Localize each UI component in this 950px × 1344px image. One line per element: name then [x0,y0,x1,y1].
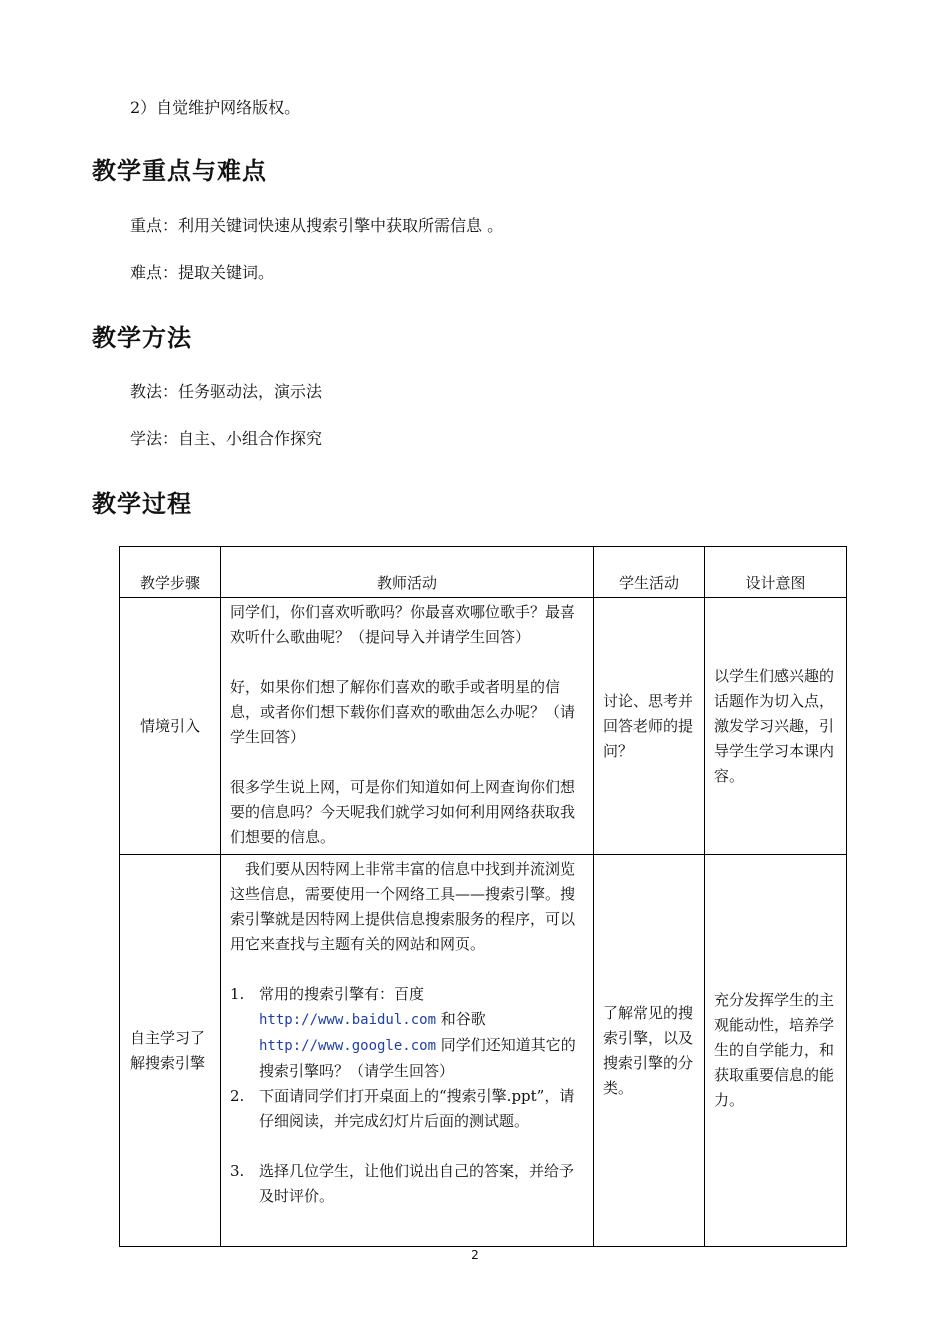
student-activity-cell: 了解常见的搜索引擎，以及搜索引擎的分类。 [594,855,705,1247]
step-cell: 自主学习了解搜索引擎 [120,855,221,1247]
list-number: 2. [230,1087,245,1105]
list-text: 下面请同学们打开桌面上的“搜索引擎.ppt”，请仔细阅读，并完成幻灯片后面的测试题。 [259,1087,575,1130]
list-item [230,1159,585,1209]
table-row [120,855,847,1247]
header-student-activity: 学生活动 [594,547,705,598]
teacher-activity-cell [221,855,594,1247]
table-header-row [120,547,847,598]
google-link[interactable]: http://www.google.com [259,1038,437,1054]
teacher-paragraph: 同学们，你们喜欢听歌吗？你最喜欢哪位歌手？最喜欢听什么歌曲呢？（提问导入并请学生回答） [230,603,576,646]
list-item [230,982,585,1084]
objective-2: 2）自觉维护网络版权。 [130,98,301,117]
heading-process: 教学过程 [92,490,192,518]
teaching-process-table [119,546,847,1247]
teacher-paragraph: 很多学生说上网，可是你们知道如何上网查询你们想要的信息吗？今天呢我们就学习如何利用网络获取我们想要的信息。 [230,778,576,846]
list-text: 选择几位学生，让他们说出自己的答案，并给予及时评价。 [259,1162,575,1205]
teacher-paragraph: 好，如果你们想了解你们喜欢的歌手或者明星的信息，或者你们想下载你们喜欢的歌曲怎么办呢？（请学生回答） [230,678,576,746]
list-number: 3. [230,1162,245,1180]
teaching-method-text: 教法：任务驱动法，演示法 [130,382,323,401]
list-number: 1. [230,985,245,1003]
list-text: 和谷歌 [440,1010,486,1028]
table-row [120,598,847,855]
list-item [230,1084,585,1134]
header-design-intent: 设计意图 [705,547,847,598]
page-number: 2 [471,1248,479,1262]
list-text: 常用的搜索引擎有：百度 [259,985,425,1003]
teacher-paragraph: 我们要从因特网上非常丰富的信息中找到并流浏览这些信息，需要使用一个网络工具——搜索引擎。搜索引擎就是因特网上提供信息搜索服务的程序，可以用它来查找与主题有关的网站和网页。 [230,860,576,953]
header-teacher-activity: 教师活动 [221,547,594,598]
design-intent-cell: 充分发挥学生的主观能动性，培养学生的自学能力，和获取重要信息的能力。 [705,855,847,1247]
learning-method-text: 学法：自主、小组合作探究 [130,429,323,448]
list-text: 同学们还知道其它的搜索引擎吗？（请学生回答） [259,1036,576,1080]
heading-key-points: 教学重点与难点 [92,157,267,185]
step-cell: 情境引入 [120,598,221,855]
baidu-link[interactable]: http://www.baidul.com [259,1012,437,1028]
teacher-activity-cell [221,598,594,855]
teacher-steps-list [230,982,585,1209]
difficulty-text: 难点：提取关键词。 [130,263,275,282]
focus-text: 重点：利用关键词快速从搜索引擎中获取所需信息 。 [130,216,504,235]
heading-methods: 教学方法 [92,324,192,352]
student-activity-cell: 讨论、思考并回答老师的提问？ [594,598,705,855]
header-step: 教学步骤 [120,547,221,598]
design-intent-cell: 以学生们感兴趣的话题作为切入点，激发学习兴趣，引导学生学习本课内容。 [705,598,847,855]
